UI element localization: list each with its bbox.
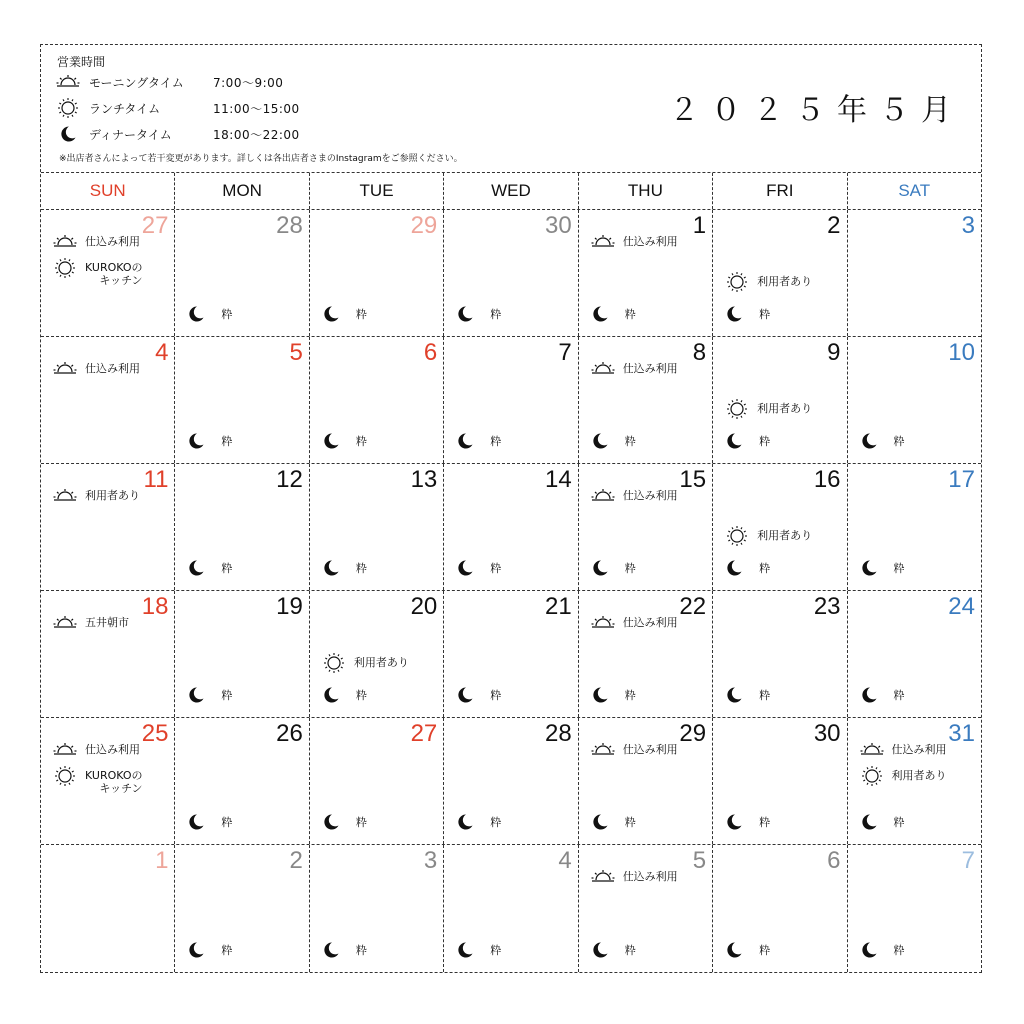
event-text-line: 五井朝市 [85, 616, 129, 629]
dinner-slot [858, 558, 905, 578]
dinner-text: 粋 [355, 435, 367, 448]
day-number: 14 [544, 466, 572, 493]
dinner-slot [185, 812, 232, 832]
dinner-text: 粋 [221, 816, 233, 829]
day-cell[interactable] [579, 337, 713, 463]
day-number: 29 [679, 720, 707, 747]
weekday-fri: FRI [713, 173, 847, 209]
day-number: 29 [410, 212, 438, 239]
dinner-text: 粋 [221, 308, 233, 321]
moon-icon [454, 812, 476, 832]
event-item [53, 740, 140, 760]
moon-icon [589, 940, 611, 960]
sunrise-icon [55, 72, 81, 92]
sunrise-icon [591, 232, 615, 252]
moon-icon [320, 431, 342, 451]
dinner-text: 粋 [759, 689, 771, 702]
day-number: 28 [544, 720, 572, 747]
dinner-slot [185, 431, 232, 451]
event-item [725, 399, 812, 419]
day-cell[interactable] [175, 210, 309, 336]
event-text [85, 362, 140, 375]
day-number: 3 [423, 847, 438, 874]
calendar-frame [40, 44, 982, 973]
day-cell[interactable] [713, 464, 847, 590]
day-cell[interactable] [41, 337, 175, 463]
day-cell[interactable] [310, 337, 444, 463]
dinner-slot [723, 812, 770, 832]
dinner-text: 粋 [893, 562, 905, 575]
day-number: 9 [827, 339, 841, 366]
event-text-line: 利用者あり [85, 489, 140, 502]
day-cell[interactable] [444, 210, 578, 336]
day-cell[interactable] [41, 591, 175, 717]
sunrise-icon [53, 613, 77, 633]
day-number: 2 [289, 847, 303, 874]
day-cell[interactable] [444, 337, 578, 463]
dinner-slot [320, 558, 367, 578]
event-text [757, 275, 812, 288]
day-cell[interactable] [579, 210, 713, 336]
moon-icon [589, 304, 611, 324]
dinner-slot [320, 940, 367, 960]
dinner-text: 粋 [355, 689, 367, 702]
moon-icon [454, 431, 476, 451]
dinner-text: 粋 [759, 944, 771, 957]
day-cell[interactable] [310, 591, 444, 717]
event-text [354, 656, 409, 669]
event-text-line: 仕込み利用 [622, 362, 678, 375]
dinner-slot [723, 940, 770, 960]
calendar-grid [41, 210, 981, 972]
sunrise-icon [591, 867, 615, 887]
event-text-line: 仕込み利用 [891, 743, 947, 756]
moon-icon [723, 940, 745, 960]
event-item [53, 486, 140, 506]
hours-name: ディナータイム [89, 127, 172, 142]
day-cell[interactable] [444, 464, 578, 590]
dinner-slot [858, 812, 905, 832]
week-row [41, 337, 981, 464]
day-number: 30 [813, 720, 841, 747]
moon-icon [454, 685, 476, 705]
dinner-text: 粋 [893, 435, 905, 448]
dinner-text: 粋 [490, 944, 502, 957]
dinner-text: 粋 [624, 816, 636, 829]
day-number: 25 [141, 720, 169, 747]
sun-icon [860, 766, 884, 786]
moon-icon [185, 685, 207, 705]
day-cell[interactable] [175, 845, 309, 972]
dinner-slot [723, 558, 770, 578]
week-row [41, 718, 981, 845]
moon-icon [589, 685, 611, 705]
event-text [85, 743, 140, 756]
hours-time: 11:00〜15:00 [213, 101, 300, 116]
sunrise-icon [591, 486, 615, 506]
event-text-line: 利用者あり [757, 529, 813, 542]
moon-icon [723, 431, 745, 451]
hours-name: モーニングタイム [89, 75, 184, 90]
day-cell[interactable] [579, 718, 713, 844]
day-number: 21 [544, 593, 572, 620]
dinner-slot [858, 940, 905, 960]
day-cell[interactable] [444, 591, 578, 717]
event-text-line: KUROKOの [85, 769, 143, 782]
sunrise-icon [53, 232, 77, 252]
event-text [623, 870, 678, 883]
dinner-text: 粋 [490, 816, 502, 829]
day-cell[interactable] [713, 210, 847, 336]
dinner-slot [454, 304, 501, 324]
dinner-slot [589, 304, 636, 324]
dinner-text: 粋 [355, 308, 367, 321]
weekday-sat: SAT [898, 181, 931, 200]
event-item [860, 740, 947, 760]
sunrise-icon [591, 740, 615, 760]
dinner-text: 粋 [759, 435, 771, 448]
dinner-text: 粋 [490, 308, 502, 321]
dinner-slot [589, 940, 636, 960]
day-cell[interactable] [41, 845, 175, 972]
day-number: 20 [410, 593, 438, 620]
event-text-line: 仕込み利用 [85, 743, 140, 756]
day-cell[interactable] [41, 464, 175, 590]
day-number: 23 [813, 593, 841, 620]
dinner-slot [858, 685, 905, 705]
moon-icon [320, 812, 342, 832]
event-item [591, 232, 678, 252]
day-cell[interactable] [175, 591, 309, 717]
dinner-text: 粋 [759, 562, 771, 575]
sun-icon [725, 272, 749, 292]
dinner-slot [320, 685, 367, 705]
day-number: 24 [948, 593, 975, 620]
day-number: 17 [948, 466, 975, 493]
moon-icon [55, 124, 81, 144]
day-cell[interactable] [310, 845, 444, 972]
moon-icon [858, 940, 880, 960]
day-number: 8 [692, 339, 707, 366]
event-text-line: 利用者あり [353, 656, 409, 669]
day-cell[interactable] [310, 718, 444, 844]
dinner-text: 粋 [624, 689, 636, 702]
event-text-line: KUROKOの [85, 261, 143, 274]
event-item [860, 766, 947, 786]
dinner-slot [723, 685, 770, 705]
day-cell[interactable] [848, 464, 981, 590]
day-number: 1 [692, 212, 707, 239]
day-number: 7 [961, 847, 975, 874]
dinner-slot [185, 685, 232, 705]
event-text [85, 769, 143, 795]
business-hours-title: 営業時間 [57, 55, 106, 69]
day-cell[interactable] [175, 337, 309, 463]
calendar-header [41, 45, 981, 173]
moon-icon [320, 685, 342, 705]
moon-icon [723, 304, 745, 324]
dinner-slot [454, 812, 501, 832]
week-row [41, 210, 981, 337]
day-cell[interactable] [579, 845, 713, 972]
day-cell[interactable] [848, 718, 981, 844]
sun-icon [322, 653, 346, 673]
event-text-line: 仕込み利用 [85, 235, 140, 248]
day-number: 11 [143, 466, 169, 493]
moon-icon [185, 812, 207, 832]
weekday-header-row [41, 173, 981, 210]
dinner-text: 粋 [624, 308, 636, 321]
dinner-slot [589, 812, 636, 832]
moon-icon [320, 558, 342, 578]
day-number: 3 [961, 212, 975, 239]
hours-row [55, 71, 283, 93]
dinner-slot [589, 558, 636, 578]
hours-note: ※出店者さんによって若干変更があります。詳しくは各出店者さまのInstagramをご参照ください。 [59, 154, 463, 164]
sunrise-icon [53, 359, 77, 379]
moon-icon [723, 812, 745, 832]
day-cell[interactable] [444, 718, 578, 844]
hours-row [55, 123, 300, 145]
day-number: 7 [558, 339, 572, 366]
day-number: 18 [141, 593, 169, 620]
event-item [591, 613, 678, 633]
event-item [591, 486, 678, 506]
day-number: 26 [276, 720, 303, 747]
day-cell[interactable] [713, 718, 847, 844]
day-cell[interactable] [444, 845, 578, 972]
day-number: 27 [410, 720, 438, 747]
dinner-text: 粋 [624, 944, 636, 957]
dinner-slot [185, 304, 232, 324]
event-item [53, 258, 143, 287]
dinner-slot [454, 431, 501, 451]
moon-icon [185, 558, 207, 578]
moon-icon [589, 431, 611, 451]
event-text [85, 616, 129, 629]
day-number: 10 [948, 339, 975, 366]
event-text-line: 仕込み利用 [622, 616, 678, 629]
dinner-slot [723, 431, 770, 451]
day-number: 22 [679, 593, 707, 620]
event-text-line: 仕込み利用 [622, 235, 678, 248]
dinner-text: 粋 [221, 944, 233, 957]
dinner-slot [454, 940, 501, 960]
week-row [41, 464, 981, 591]
sun-icon [725, 399, 749, 419]
moon-icon [185, 304, 207, 324]
day-cell[interactable] [310, 210, 444, 336]
weekday-mon: MON [175, 173, 309, 209]
week-row [41, 845, 981, 972]
dinner-slot [320, 431, 367, 451]
event-item [725, 272, 812, 292]
event-text-line: 仕込み利用 [622, 489, 678, 502]
hours-time: 7:00〜9:00 [213, 75, 284, 90]
event-item [322, 653, 409, 673]
event-text [757, 529, 812, 542]
hours-time: 18:00〜22:00 [213, 127, 300, 142]
event-item [53, 766, 143, 795]
day-number: 15 [679, 466, 707, 493]
sun-icon [725, 526, 749, 546]
event-text-line: 仕込み利用 [622, 743, 678, 756]
week-row [41, 591, 981, 718]
dinner-text: 粋 [355, 816, 367, 829]
day-cell[interactable] [175, 718, 309, 844]
weekday-sun: SUN [41, 173, 175, 209]
moon-icon [589, 558, 611, 578]
event-item [53, 359, 140, 379]
dinner-slot [589, 431, 636, 451]
moon-icon [185, 940, 207, 960]
day-number: 4 [155, 339, 169, 366]
event-text [623, 616, 678, 629]
dinner-slot [454, 685, 501, 705]
moon-icon [858, 558, 880, 578]
event-text-line: 利用者あり [757, 275, 813, 288]
day-number: 1 [155, 847, 169, 874]
day-cell[interactable] [848, 210, 981, 336]
event-text-line: キッチン [99, 274, 143, 287]
moon-icon [320, 940, 342, 960]
moon-icon [454, 940, 476, 960]
dinner-text: 粋 [893, 689, 905, 702]
dinner-text: 粋 [759, 308, 771, 321]
dinner-slot [589, 685, 636, 705]
sunrise-icon [53, 486, 77, 506]
moon-icon [454, 558, 476, 578]
dinner-text: 粋 [355, 944, 367, 957]
moon-icon [723, 685, 745, 705]
dinner-slot [454, 558, 501, 578]
hours-name: ランチタイム [89, 101, 161, 116]
day-number: 27 [141, 212, 169, 239]
dinner-text: 粋 [490, 689, 502, 702]
dinner-slot [185, 558, 232, 578]
day-number: 31 [948, 720, 975, 747]
event-text [85, 235, 140, 248]
day-cell[interactable] [713, 337, 847, 463]
day-number: 6 [827, 847, 841, 874]
moon-icon [858, 431, 880, 451]
event-text-line: 利用者あり [891, 769, 947, 782]
day-cell[interactable] [848, 591, 981, 717]
day-cell[interactable] [579, 464, 713, 590]
event-text [892, 769, 947, 782]
day-number: 12 [276, 466, 303, 493]
dinner-text: 粋 [221, 689, 233, 702]
event-text-line: 利用者あり [757, 402, 813, 415]
dinner-slot [320, 812, 367, 832]
sun-icon [53, 258, 77, 278]
dinner-slot [320, 304, 367, 324]
dinner-slot [723, 304, 770, 324]
dinner-text: 粋 [355, 562, 367, 575]
sun-icon [55, 98, 81, 118]
dinner-text: 粋 [893, 944, 905, 957]
day-cell[interactable] [41, 718, 175, 844]
event-item [53, 232, 140, 252]
day-number: 28 [276, 212, 303, 239]
event-text [757, 402, 812, 415]
day-number: 5 [692, 847, 707, 874]
day-number: 16 [813, 466, 841, 493]
sun-icon [53, 766, 77, 786]
day-cell[interactable] [310, 464, 444, 590]
dinner-text: 粋 [221, 435, 233, 448]
day-number: 4 [558, 847, 572, 874]
weekday-tue: TUE [310, 173, 444, 209]
event-text [85, 261, 143, 287]
event-text-line: 仕込み利用 [85, 362, 140, 375]
day-cell[interactable] [175, 464, 309, 590]
dinner-text: 粋 [490, 435, 502, 448]
moon-icon [858, 812, 880, 832]
weekday-wed: WED [444, 173, 578, 209]
day-number: 19 [276, 593, 303, 620]
day-number: 13 [410, 466, 438, 493]
event-item [591, 740, 678, 760]
event-text-line: キッチン [99, 782, 143, 795]
sunrise-icon [591, 613, 615, 633]
weekday-thu: THU [579, 173, 713, 209]
event-text [85, 489, 140, 502]
sunrise-icon [53, 740, 77, 760]
day-cell[interactable] [848, 337, 981, 463]
dinner-text: 粋 [221, 562, 233, 575]
day-cell[interactable] [713, 845, 847, 972]
month-title: ２０２５年５月 [669, 93, 963, 128]
event-item [591, 867, 678, 887]
hours-row [55, 97, 300, 119]
day-number: 2 [827, 212, 841, 239]
day-cell[interactable] [579, 591, 713, 717]
moon-icon [320, 304, 342, 324]
day-cell[interactable] [848, 845, 981, 972]
moon-icon [185, 431, 207, 451]
day-number: 6 [423, 339, 438, 366]
event-text [623, 489, 678, 502]
event-text-line: 仕込み利用 [622, 870, 678, 883]
dinner-text: 粋 [759, 816, 771, 829]
moon-icon [454, 304, 476, 324]
sunrise-icon [591, 359, 615, 379]
day-cell[interactable] [41, 210, 175, 336]
day-number: 5 [289, 339, 303, 366]
dinner-text: 粋 [624, 435, 636, 448]
moon-icon [589, 812, 611, 832]
event-item [53, 613, 129, 633]
dinner-text: 粋 [893, 816, 905, 829]
day-cell[interactable] [713, 591, 847, 717]
dinner-text: 粋 [624, 562, 636, 575]
event-text [892, 743, 947, 756]
dinner-slot [858, 431, 905, 451]
moon-icon [723, 558, 745, 578]
event-item [725, 526, 812, 546]
event-text [623, 235, 678, 248]
event-item [591, 359, 678, 379]
dinner-slot [185, 940, 232, 960]
dinner-text: 粋 [490, 562, 502, 575]
event-text [623, 743, 678, 756]
day-number: 30 [544, 212, 572, 239]
sunrise-icon [860, 740, 884, 760]
event-text [623, 362, 678, 375]
moon-icon [858, 685, 880, 705]
